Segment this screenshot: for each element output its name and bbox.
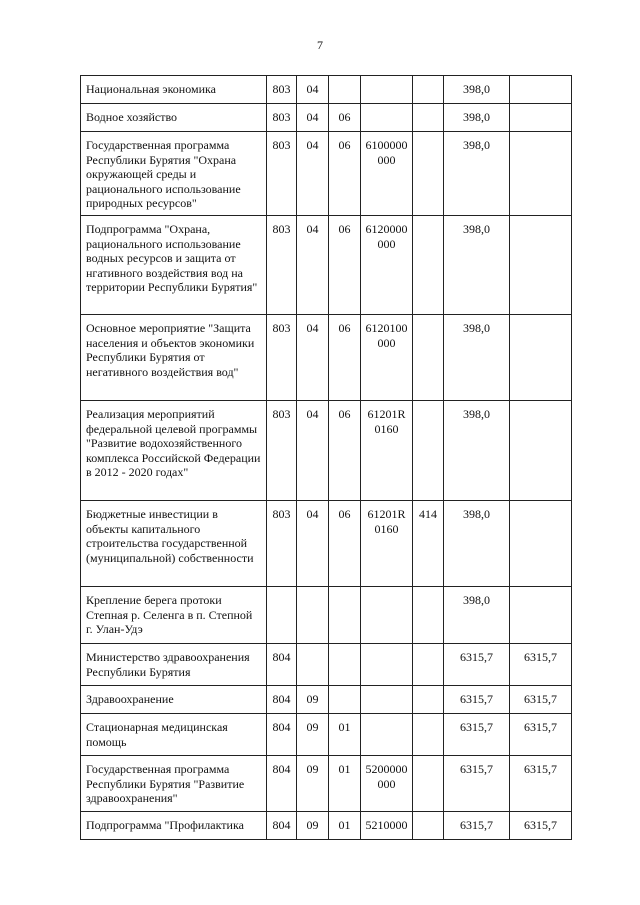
row-amount-secondary-cell: [510, 216, 572, 315]
row-subsection-cell: [329, 76, 361, 104]
row-subsection-cell: 06: [329, 315, 361, 401]
row-section-cell: 09: [297, 714, 329, 756]
row-name-cell: Подпрограмма "Профилактика: [81, 812, 267, 840]
row-amount-cell: 6315,7: [444, 686, 510, 714]
row-amount-secondary-cell: [510, 501, 572, 587]
row-target-article-cell: 5200000 000: [361, 756, 413, 812]
row-amount-secondary-cell: 6315,7: [510, 756, 572, 812]
row-section-cell: 04: [297, 132, 329, 216]
row-section-cell: 04: [297, 76, 329, 104]
row-grbs-cell: 803: [267, 216, 297, 315]
row-target-article-cell: [361, 104, 413, 132]
table-row: [81, 756, 572, 812]
table-row: [81, 104, 572, 132]
row-target-article-cell: 61201R 0160: [361, 401, 413, 501]
row-section-cell: 09: [297, 756, 329, 812]
row-grbs-cell: 803: [267, 132, 297, 216]
row-target-article-cell: 5210000: [361, 812, 413, 840]
row-name-cell: Министерство здравоохранения Республики Бурятия: [81, 644, 267, 686]
row-grbs-cell: 803: [267, 501, 297, 587]
row-subsection-cell: 06: [329, 132, 361, 216]
row-subsection-cell: 06: [329, 501, 361, 587]
row-section-cell: 04: [297, 315, 329, 401]
row-name-cell: Подпрограмма "Охрана, рационального использование водных ресурсов и защита от нгативного воздействия вод на территории Республики Бурятия": [81, 216, 267, 315]
row-expense-type-cell: [413, 644, 444, 686]
row-expense-type-cell: [413, 132, 444, 216]
row-amount-secondary-cell: [510, 315, 572, 401]
row-expense-type-cell: [413, 315, 444, 401]
row-amount-cell: 6315,7: [444, 644, 510, 686]
row-subsection-cell: 01: [329, 714, 361, 756]
row-section-cell: [297, 644, 329, 686]
row-subsection-cell: 06: [329, 104, 361, 132]
row-target-article-cell: [361, 686, 413, 714]
row-subsection-cell: [329, 644, 361, 686]
row-amount-cell: 398,0: [444, 132, 510, 216]
row-target-article-cell: [361, 644, 413, 686]
row-amount-secondary-cell: [510, 587, 572, 644]
row-name-cell: Здравоохранение: [81, 686, 267, 714]
row-amount-secondary-cell: [510, 76, 572, 104]
row-name-cell: Водное хозяйство: [81, 104, 267, 132]
row-subsection-cell: [329, 686, 361, 714]
row-expense-type-cell: [413, 812, 444, 840]
row-target-article-cell: [361, 587, 413, 644]
row-expense-type-cell: [413, 756, 444, 812]
table-row: [81, 132, 572, 216]
row-target-article-cell: [361, 76, 413, 104]
row-amount-cell: 398,0: [444, 401, 510, 501]
row-subsection-cell: 06: [329, 216, 361, 315]
row-target-article-cell: 6120000 000: [361, 216, 413, 315]
row-grbs-cell: 803: [267, 315, 297, 401]
table-row: [81, 812, 572, 840]
budget-table: [80, 75, 572, 840]
row-expense-type-cell: [413, 76, 444, 104]
row-expense-type-cell: [413, 686, 444, 714]
row-amount-cell: 6315,7: [444, 812, 510, 840]
page-number: 7: [317, 38, 323, 52]
row-amount-cell: 398,0: [444, 315, 510, 401]
row-target-article-cell: 61201R 0160: [361, 501, 413, 587]
row-amount-cell: 398,0: [444, 104, 510, 132]
row-subsection-cell: 01: [329, 756, 361, 812]
row-subsection-cell: [329, 587, 361, 644]
row-section-cell: 04: [297, 501, 329, 587]
table-row: [81, 401, 572, 501]
table-row: [81, 315, 572, 401]
row-expense-type-cell: [413, 714, 444, 756]
row-grbs-cell: 803: [267, 401, 297, 501]
row-name-cell: Стационарная медицинская помощь: [81, 714, 267, 756]
row-name-cell: Основное мероприятие "Защита населения и объектов экономики Республики Бурятия от негативного воздействия вод": [81, 315, 267, 401]
row-subsection-cell: 06: [329, 401, 361, 501]
row-grbs-cell: 804: [267, 686, 297, 714]
row-grbs-cell: 803: [267, 76, 297, 104]
row-section-cell: 09: [297, 812, 329, 840]
row-expense-type-cell: [413, 216, 444, 315]
row-name-cell: Крепление берега протоки Степная р. Селенга в п. Степной г. Улан-Удэ: [81, 587, 267, 644]
row-amount-cell: 6315,7: [444, 714, 510, 756]
row-target-article-cell: [361, 714, 413, 756]
row-grbs-cell: 804: [267, 644, 297, 686]
row-grbs-cell: 804: [267, 812, 297, 840]
row-amount-secondary-cell: 6315,7: [510, 686, 572, 714]
row-amount-cell: 398,0: [444, 587, 510, 644]
row-amount-secondary-cell: [510, 401, 572, 501]
row-name-cell: Национальная экономика: [81, 76, 267, 104]
row-amount-cell: 398,0: [444, 501, 510, 587]
row-amount-secondary-cell: [510, 104, 572, 132]
row-section-cell: 09: [297, 686, 329, 714]
row-grbs-cell: 804: [267, 756, 297, 812]
row-section-cell: 04: [297, 104, 329, 132]
table-row: [81, 216, 572, 315]
row-name-cell: Государственная программа Республики Бурятия "Охрана окружающей среды и рационального использование природных ресурсов": [81, 132, 267, 216]
row-grbs-cell: 804: [267, 714, 297, 756]
row-grbs-cell: [267, 587, 297, 644]
row-amount-secondary-cell: 6315,7: [510, 644, 572, 686]
row-amount-secondary-cell: 6315,7: [510, 812, 572, 840]
row-target-article-cell: 6100000 000: [361, 132, 413, 216]
row-name-cell: Государственная программа Республики Бурятия "Развитие здравоохранения": [81, 756, 267, 812]
table-row: [81, 587, 572, 644]
table-row: [81, 76, 572, 104]
row-expense-type-cell: 414: [413, 501, 444, 587]
row-expense-type-cell: [413, 401, 444, 501]
row-amount-cell: 398,0: [444, 216, 510, 315]
row-name-cell: Реализация мероприятий федеральной целевой программы "Развитие водохозяйственного комплекса Российской Федерации в 2012 - 2020 годах": [81, 401, 267, 501]
row-amount-cell: 6315,7: [444, 756, 510, 812]
table-row: [81, 501, 572, 587]
row-section-cell: 04: [297, 216, 329, 315]
row-expense-type-cell: [413, 104, 444, 132]
row-expense-type-cell: [413, 587, 444, 644]
table-row: [81, 686, 572, 714]
table-row: [81, 644, 572, 686]
row-amount-secondary-cell: [510, 132, 572, 216]
row-amount-secondary-cell: 6315,7: [510, 714, 572, 756]
table-row: [81, 714, 572, 756]
row-section-cell: 04: [297, 401, 329, 501]
row-section-cell: [297, 587, 329, 644]
row-name-cell: Бюджетные инвестиции в объекты капитального строительства государственной (муниципальной) собственности: [81, 501, 267, 587]
row-grbs-cell: 803: [267, 104, 297, 132]
row-target-article-cell: 6120100 000: [361, 315, 413, 401]
row-amount-cell: 398,0: [444, 76, 510, 104]
row-subsection-cell: 01: [329, 812, 361, 840]
